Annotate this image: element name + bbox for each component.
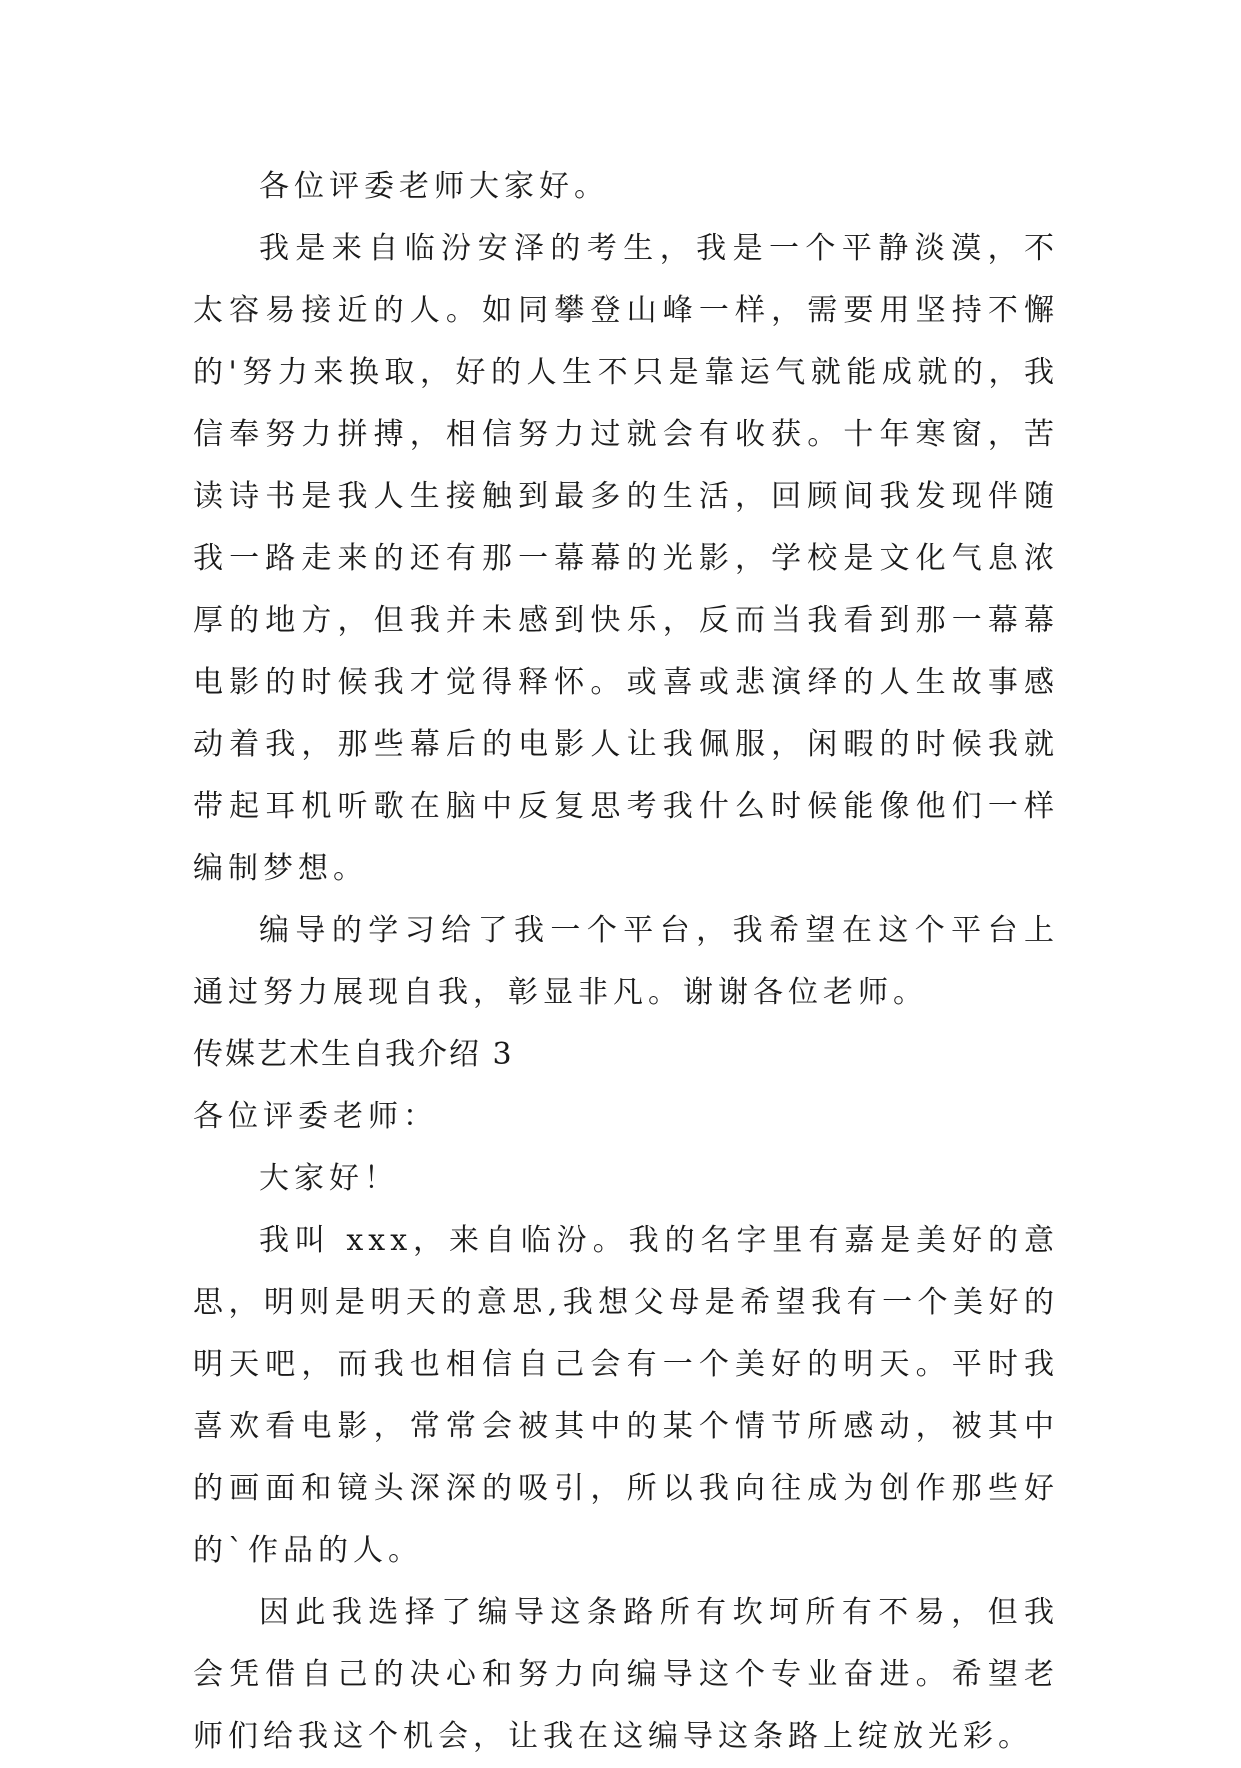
paragraph-greeting: 各位评委老师大家好。 — [259, 169, 609, 204]
paragraph-aspiration: 因此我选择了编导这条路所有坎坷所有不易，但我会凭借自己的决心和努力向编导这个专业奋进。希望老师们给我这个机会，让我在这编导这条路上绽放光彩。 — [193, 1595, 1059, 1754]
paragraph-closing-thanks: 编导的学习给了我一个平台，我希望在这个平台上通过努力展现自我，彰显非凡。谢谢各位老师。 — [193, 913, 1059, 1010]
document-body — [193, 156, 1059, 1768]
paragraph-hello: 大家好！ — [259, 1161, 399, 1196]
paragraph-name-introduction: 我叫 xxx，来自临汾。我的名字里有嘉是美好的意思，明则是明天的意思,我想父母是希望我有一个美好的明天吧，而我也相信自己会有一个美好的明天。平时我喜欢看电影，常常会被其中的某个情节所感动，被其中的画面和镜头深深的吸引，所以我向往成为创作那些好的`作品的人。 — [193, 1223, 1059, 1568]
paragraph-salutation: 各位评委老师： — [193, 1099, 438, 1134]
paragraph-self-introduction: 我是来自临汾安泽的考生，我是一个平静淡漠，不太容易接近的人。如同攀登山峰一样，需要用坚持不懈的'努力来换取，好的人生不只是靠运气就能成就的，我信奉努力拼搏，相信努力过就会有收获。十年寒窗，苦读诗书是我人生接触到最多的生活，回顾间我发现伴随我一路走来的还有那一幕幕的光影，学校是文化气息浓厚的地方，但我并未感到快乐，反而当我看到那一幕幕电影的时候我才觉得释怀。或喜或悲演绎的人生故事感动着我，那些幕后的电影人让我佩服，闲暇的时候我就带起耳机听歌在脑中反复思考我什么时候能像他们一样编制梦想。 — [193, 231, 1059, 886]
section-heading: 传媒艺术生自我介绍 3 — [193, 1037, 514, 1072]
